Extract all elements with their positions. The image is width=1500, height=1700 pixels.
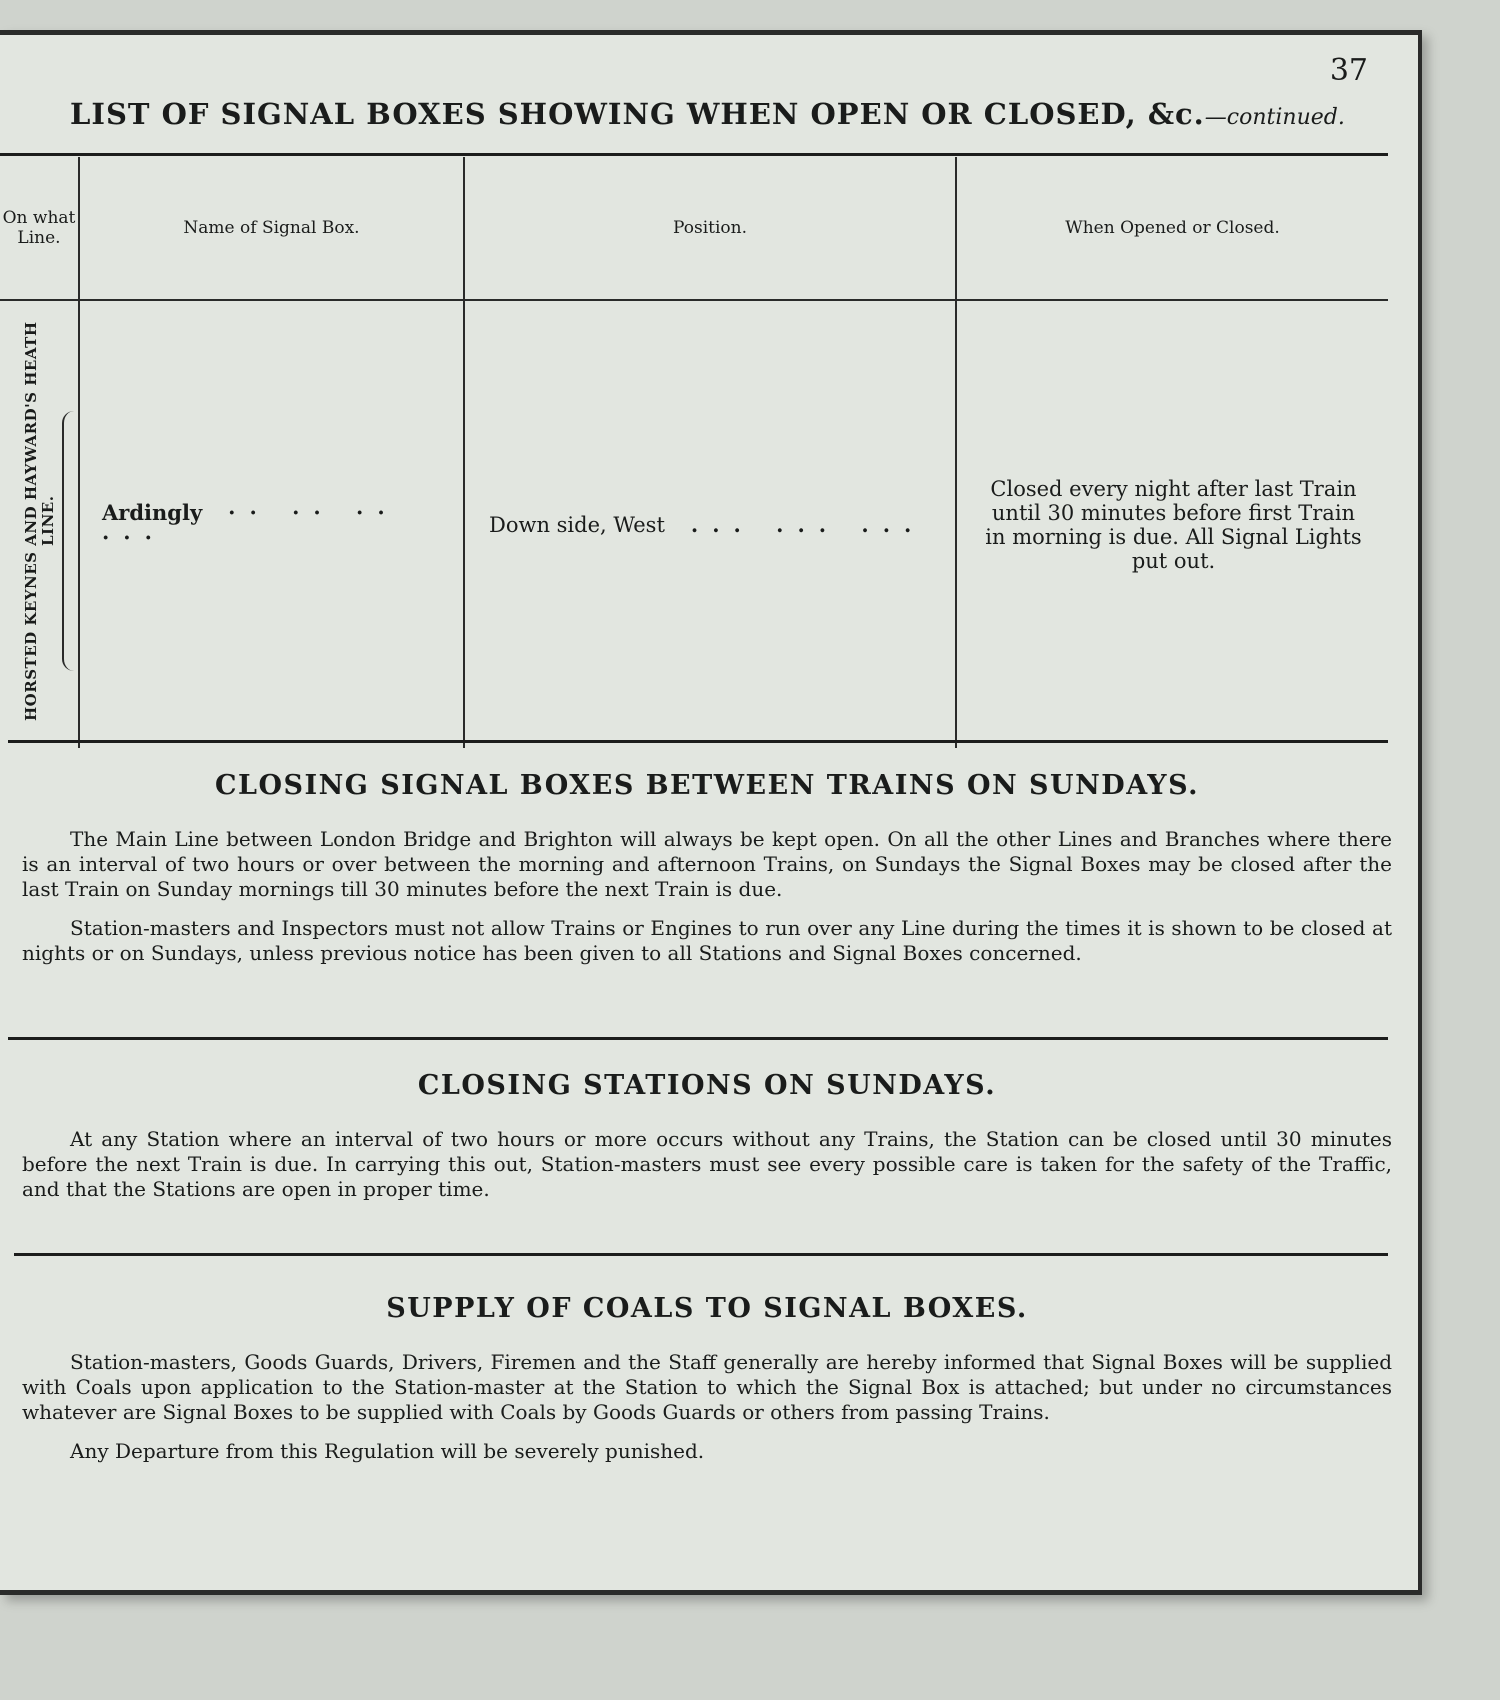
column-header-when: When Opened or Closed. — [956, 157, 1388, 300]
table-row — [0, 300, 1388, 748]
column-header-name: Name of Signal Box. — [79, 157, 464, 300]
table-header-row — [0, 157, 1388, 300]
page-title — [70, 97, 1370, 131]
section-paragraph: At any Station where an interval of two hours or more occurs without any Trains, the Station can be closed until 30 minutes before the next Train is due. In carrying this out, Station-masters must see every possible care is taken for the safety of the Traffic, and that the Stations are open in proper time. — [22, 1127, 1392, 1201]
section-title: CLOSING SIGNAL BOXES BETWEEN TRAINS ON SUNDAYS. — [214, 770, 1200, 801]
leader-dots: ·· ·· ·· ··· — [102, 499, 399, 550]
section-paragraph: Station-masters, Goods Guards, Drivers, Firemen and the Staff generally are hereby informed that Signal Boxes will be supplied with Coals upon application to the Station-master at the Station to which the Signal Box is attached; but under no circumstances whatever are Signal Boxes to be supplied with Coals by Goods Guards or others from passing Trains. — [22, 1350, 1392, 1424]
title-text: LIST OF SIGNAL BOXES SHOWING WHEN OPEN OR CLOSED, &c. — [70, 97, 1205, 131]
position-text: Down side, West — [489, 513, 665, 537]
line-label-wrap — [10, 321, 70, 721]
column-header-line: On what Line. — [0, 157, 79, 300]
header-rule — [0, 153, 1388, 156]
section-title: CLOSING STATIONS ON SUNDAYS. — [417, 1070, 997, 1101]
document-page — [0, 30, 1422, 1595]
section-rule — [8, 1037, 1388, 1040]
section-rule — [14, 1253, 1388, 1256]
signal-box-name: Ardingly — [102, 499, 203, 525]
section-paragraph: Station-masters and Inspectors must not allow Trains or Engines to run over any Line during the times it is shown to be closed at nights or on Sundays, unless previous notice has been given to all Stations and Signal Boxes concerned. — [22, 916, 1392, 965]
section-supply-of-coals — [22, 1293, 1392, 1478]
section-paragraph: The Main Line between London Bridge and Brighton will always be kept open. On all the other Lines and Branches where there is an interval of two hours or over between the morning and afternoon Trains, on Sundays the Signal Boxes may be closed after the last Train on Sunday mornings till 30 minutes before the next Train is due. — [22, 827, 1392, 901]
section-paragraph: Any Departure from this Regulation will be severely punished. — [70, 1439, 705, 1463]
table-bottom-rule — [8, 740, 1388, 743]
when-cell: Closed every night after last Train until 30 minutes before first Train in morning is due. All Signal Lights put out. — [985, 476, 1362, 573]
line-cell — [0, 300, 79, 748]
line-label: HORSTED KEYNES AND HAYWARD'S HEATH LINE. — [22, 321, 57, 721]
page-number: 37 — [1329, 53, 1368, 88]
section-closing-stations — [22, 1070, 1392, 1216]
column-header-position: Position. — [464, 157, 956, 300]
signal-box-name-cell — [79, 300, 464, 748]
section-title: SUPPLY OF COALS TO SIGNAL BOXES. — [386, 1293, 1028, 1324]
section-closing-signal-boxes — [22, 770, 1392, 980]
title-continued: —continued. — [1204, 105, 1345, 130]
brace-mark — [62, 411, 76, 671]
position-leader-dots: ... ... ... — [690, 512, 926, 537]
position-cell — [464, 300, 956, 748]
signal-box-table — [0, 157, 1388, 748]
